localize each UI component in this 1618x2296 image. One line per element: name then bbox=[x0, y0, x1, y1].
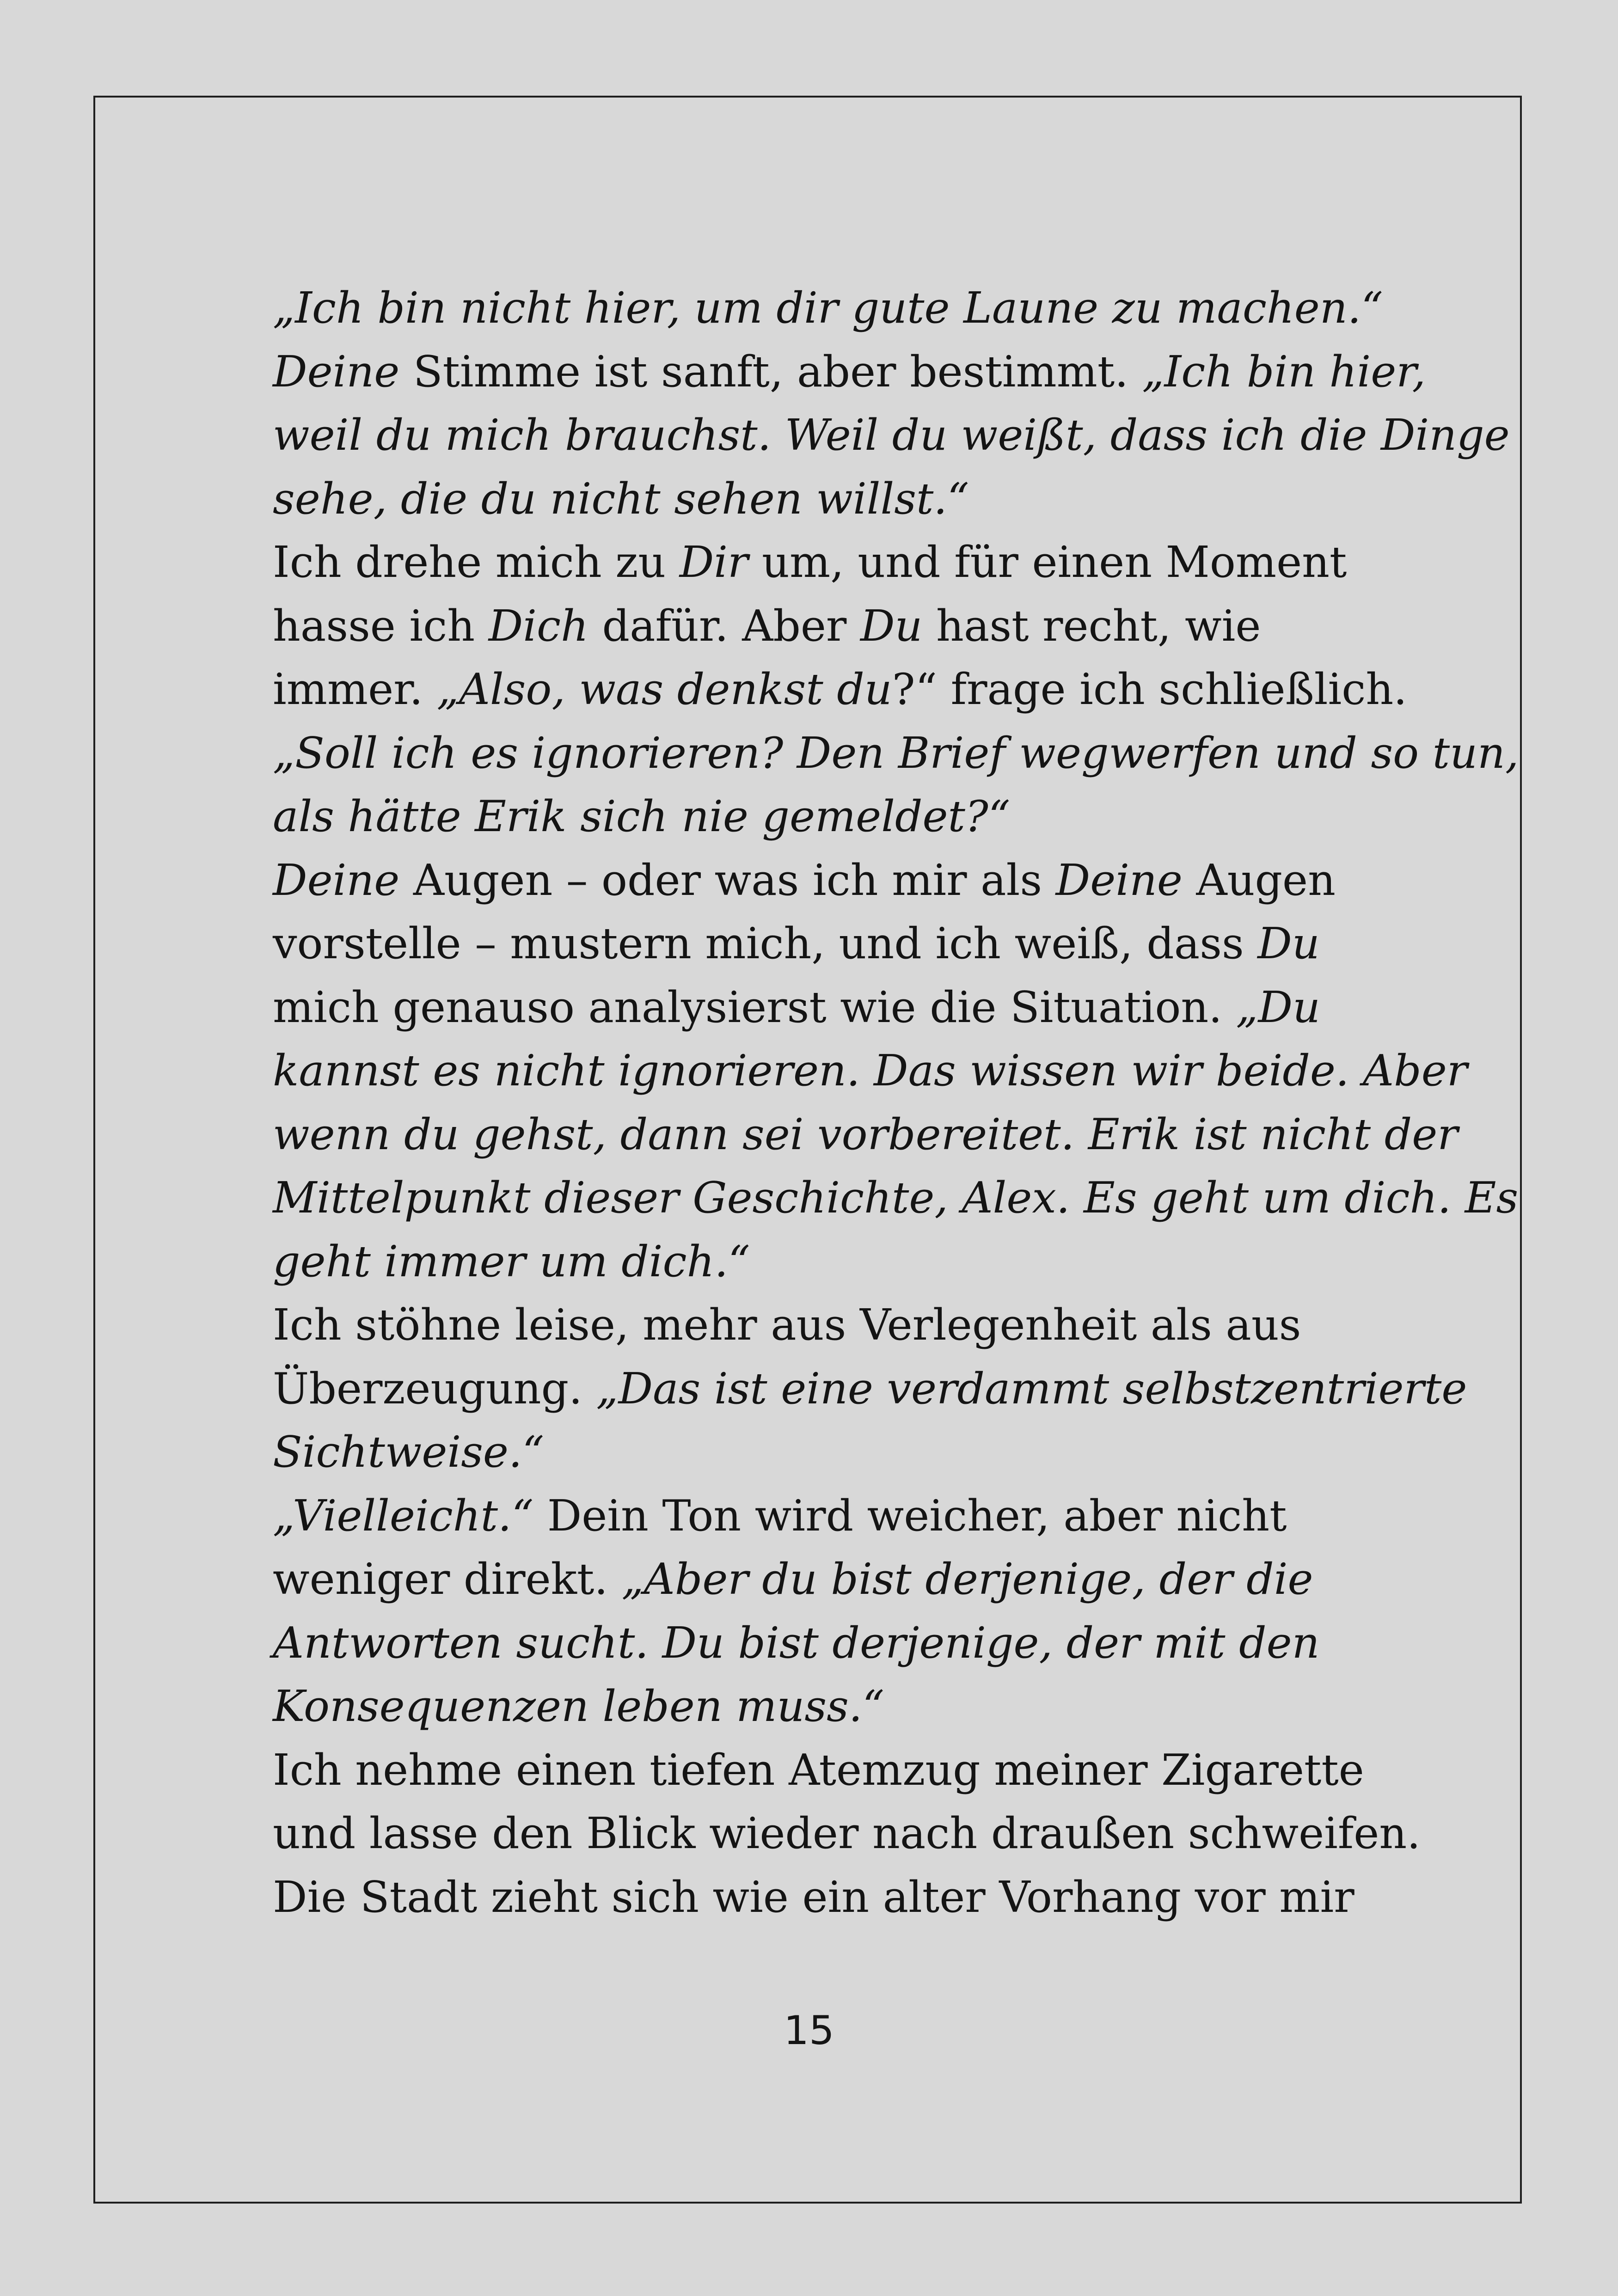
italic-text-run: Dich bbox=[488, 600, 588, 651]
text-run: mich genauso analysierst wie die Situation. bbox=[273, 982, 1236, 1032]
text-run: um, und für einen Moment bbox=[748, 537, 1347, 587]
italic-text-run: „Vielleicht.“ bbox=[273, 1490, 534, 1541]
italic-text-run: Sichtweise.“ bbox=[273, 1427, 545, 1477]
text-run: hast recht, wie bbox=[922, 600, 1261, 651]
text-run: und lasse den Blick wieder nach draußen schweifen. bbox=[273, 1808, 1421, 1858]
italic-text-run: „Ich bin hier, bbox=[1142, 346, 1426, 397]
italic-text-run: „Ich bin nicht hier, um dir gute Laune zu machen.“ bbox=[273, 283, 1383, 333]
italic-text-run: Antworten sucht. Du bist derjenige, der mit den bbox=[273, 1617, 1320, 1668]
text-line bbox=[273, 1611, 1396, 1675]
italic-text-run: Deine bbox=[273, 346, 400, 397]
text-run: Ich stöhne leise, mehr aus Verlegenheit als aus bbox=[273, 1300, 1301, 1350]
text-line bbox=[273, 467, 1396, 531]
italic-text-run: „Soll ich es ignorieren? Den Brief wegwerfen und so tun, bbox=[273, 728, 1519, 778]
text-run: ?“ frage ich schließlich. bbox=[892, 664, 1407, 714]
text-run: immer. bbox=[273, 664, 437, 714]
text-line bbox=[273, 658, 1407, 722]
text-line bbox=[273, 1293, 1396, 1357]
text-line bbox=[273, 1739, 1396, 1802]
text-run: Überzeugung. bbox=[273, 1363, 596, 1414]
italic-text-run: Deine bbox=[1055, 855, 1183, 905]
text-line bbox=[273, 849, 1396, 912]
italic-text-run: geht immer um dich.“ bbox=[273, 1236, 750, 1286]
body-text bbox=[273, 276, 1519, 1929]
italic-text-run: Mittelpunkt dieser Geschichte, Alex. Es geht um dich. Es bbox=[273, 1173, 1519, 1223]
text-line bbox=[273, 1866, 1396, 1929]
text-run: Augen – oder was ich mir als bbox=[399, 855, 1056, 905]
text-line bbox=[273, 1484, 1396, 1548]
text-line bbox=[273, 785, 1396, 849]
text-line bbox=[273, 404, 1510, 467]
text-run: Die Stadt zieht sich wie ein alter Vorhang vor mir bbox=[273, 1872, 1354, 1922]
text-run: Ich nehme einen tiefen Atemzug meiner Zigarette bbox=[273, 1745, 1364, 1795]
italic-text-run: „Das ist eine verdammt selbstzentrierte bbox=[596, 1363, 1467, 1414]
text-run: Stimme ist sanft, aber bestimmt. bbox=[399, 346, 1142, 397]
text-line bbox=[273, 276, 1396, 340]
page-number: 15 bbox=[784, 2008, 834, 2054]
text-line bbox=[273, 976, 1396, 1040]
text-line bbox=[273, 1357, 1467, 1421]
text-line bbox=[273, 1039, 1468, 1103]
text-line bbox=[273, 912, 1396, 976]
text-line bbox=[273, 722, 1519, 785]
italic-text-run: Du bbox=[860, 600, 923, 651]
text-run: hasse ich bbox=[273, 600, 489, 651]
text-line bbox=[273, 340, 1426, 404]
text-line bbox=[273, 1802, 1421, 1866]
italic-text-run: „Du bbox=[1236, 982, 1321, 1032]
text-run: weniger direkt. bbox=[273, 1554, 622, 1604]
italic-text-run: sehe, die du nicht sehen willst.“ bbox=[273, 473, 969, 524]
text-line bbox=[273, 531, 1396, 594]
text-line bbox=[273, 1166, 1519, 1230]
text-line bbox=[273, 594, 1396, 658]
italic-text-run: weil du mich brauchst. Weil du weißt, dass ich die Dinge bbox=[273, 410, 1510, 460]
italic-text-run: Deine bbox=[273, 855, 400, 905]
italic-text-run: kannst es nicht ignorieren. Das wissen wir beide. Aber bbox=[273, 1046, 1468, 1096]
text-run: Ich drehe mich zu bbox=[273, 537, 680, 587]
italic-text-run: Du bbox=[1257, 918, 1320, 968]
text-line bbox=[273, 1103, 1458, 1167]
italic-text-run: Dir bbox=[679, 537, 748, 587]
italic-text-run: als hätte Erik sich nie gemeldet?“ bbox=[273, 791, 1011, 841]
italic-text-run: wenn du gehst, dann sei vorbereitet. Erik ist nicht der bbox=[273, 1109, 1458, 1159]
text-line bbox=[273, 1548, 1396, 1611]
italic-text-run: „Aber du bist derjenige, der die bbox=[621, 1554, 1313, 1604]
text-run: Augen bbox=[1182, 855, 1336, 905]
text-run: vorstelle – mustern mich, und ich weiß, dass bbox=[273, 918, 1258, 968]
text-line bbox=[273, 1675, 1396, 1739]
text-run: Dein Ton wird weicher, aber nicht bbox=[533, 1490, 1287, 1541]
text-run: dafür. Aber bbox=[588, 600, 860, 651]
italic-text-run: Konsequenzen leben muss.“ bbox=[273, 1681, 884, 1731]
text-line bbox=[273, 1420, 1396, 1484]
text-line bbox=[273, 1230, 1396, 1294]
italic-text-run: „Also, was denkst du bbox=[436, 664, 892, 714]
